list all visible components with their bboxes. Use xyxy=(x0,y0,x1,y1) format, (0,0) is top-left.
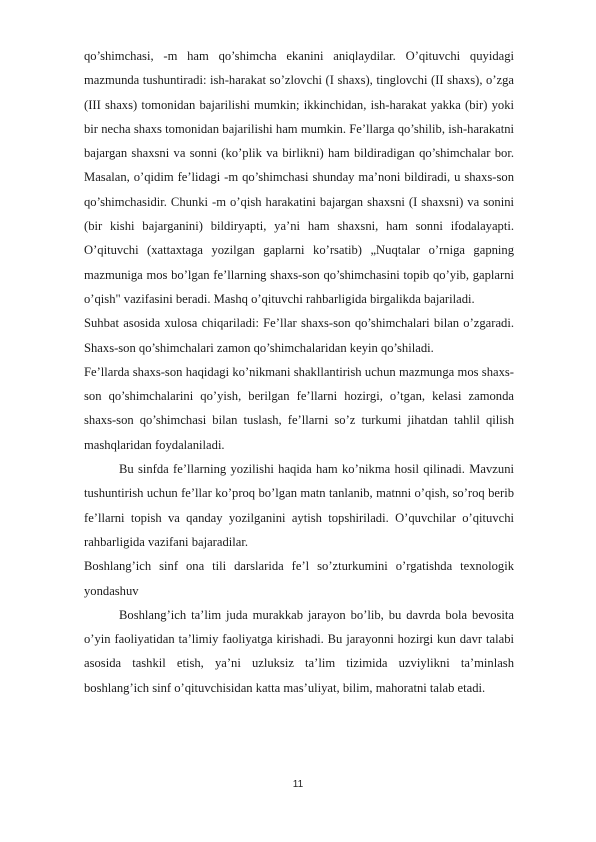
document-body xyxy=(84,44,514,700)
page-number: 11 xyxy=(292,779,304,790)
paragraph-4: Bu sinfda fe’llarning yozilishi haqida ham ko’nikma hosil qilinadi. Mavzuni tushuntirish uchun fe’llar ko’proq bo’lgan matn tanlanib, matnni o’qish, so’roq berib fe’llarni topish va qanday yozilganini aytish topshiriladi. O’quvchilar o’qituvchi rahbarligida vazifani bajaradilar. xyxy=(84,462,514,549)
paragraph-1: qo’shimchasi, -m ham qo’shimcha ekanini aniqlaydilar. O’qituvchi quyidagi mazmunda tushuntiradi: ish-harakat so’zlovchi (I shaxs), tinglovchi (II shaxs), o’zga (III shaxs) tomonidan bajarilishi mumkin; ikkinchidan, ish-harakat yakka (bir) yoki bir necha shaxs tomonidan bajarilishi ham mumkin. Fe’llarga qo’shilib, ish-harakatni bajargan shaxsni va sonni (ko’plik va birlikni) ham bildiradigan qo’shimchalar bor. Masalan, o’qidim fe’lidagi -m qo’shimchasi shunday ma’noni bildiradi, u shaxs-son qo’shimchasidir. Chunki -m o’qish harakatini bajargan shaxsni (I shaxsni) va sonini (bir kishi bajarganini) bildiryapti, ya’ni ham shaxsni, ham sonni ifodalayapti. O’qituvchi (xattaxtaga yozilgan gaplarni ko’rsatib) „Nuqtalar o’rniga gapning mazmuniga mos bo’lgan fe’llarning shaxs-son qo’shimchasini topib qo’yib, gaplarni o’qish" vazifasini beradi. Mashq o’qituvchi rahbarligida birgalikda bajariladi. xyxy=(84,49,514,306)
paragraph-3: Fe’llarda shaxs-son haqidagi ko’nikmani shakllantirish uchun mazmunga mos shaxs-son qo’shimchalarini qo’yish, berilgan fe’llarni hozirgi, o’tgan, kelasi zamonda shaxs-son qo’shimchasi bilan tuslash, fe’llarni so’z turkumi jihatdan tahlil qilish mashqlaridan foydalaniladi. xyxy=(84,364,514,452)
paragraph-5: Boshlang’ich ta’lim juda murakkab jarayon bo’lib, bu davrda bola bevosita o’yin faoliyatidan ta’limiy faoliyatga kirishadi. Bu jarayonni hozirgi kun davr talabi asosida tashkil etish, ya’ni uzluksiz ta’lim tizimida uzviylikni ta’minlash boshlang’ich sinf o’qituvchisidan katta mas’uliyat, bilim, mahoratni talab etadi. xyxy=(84,607,514,695)
paragraph-2: Suhbat asosida xulosa chiqariladi: Fe’llar shaxs-son qo’shimchalari bilan o’zgaradi. Shaxs-son qo’shimchalari zamon qo’shimchalaridan keyin qo’shiladi. xyxy=(84,316,514,355)
section-heading: Boshlang’ich sinf ona tili darslarida fe’l so’zturkumini o’rgatishda texnologik yondashuv xyxy=(84,559,514,598)
